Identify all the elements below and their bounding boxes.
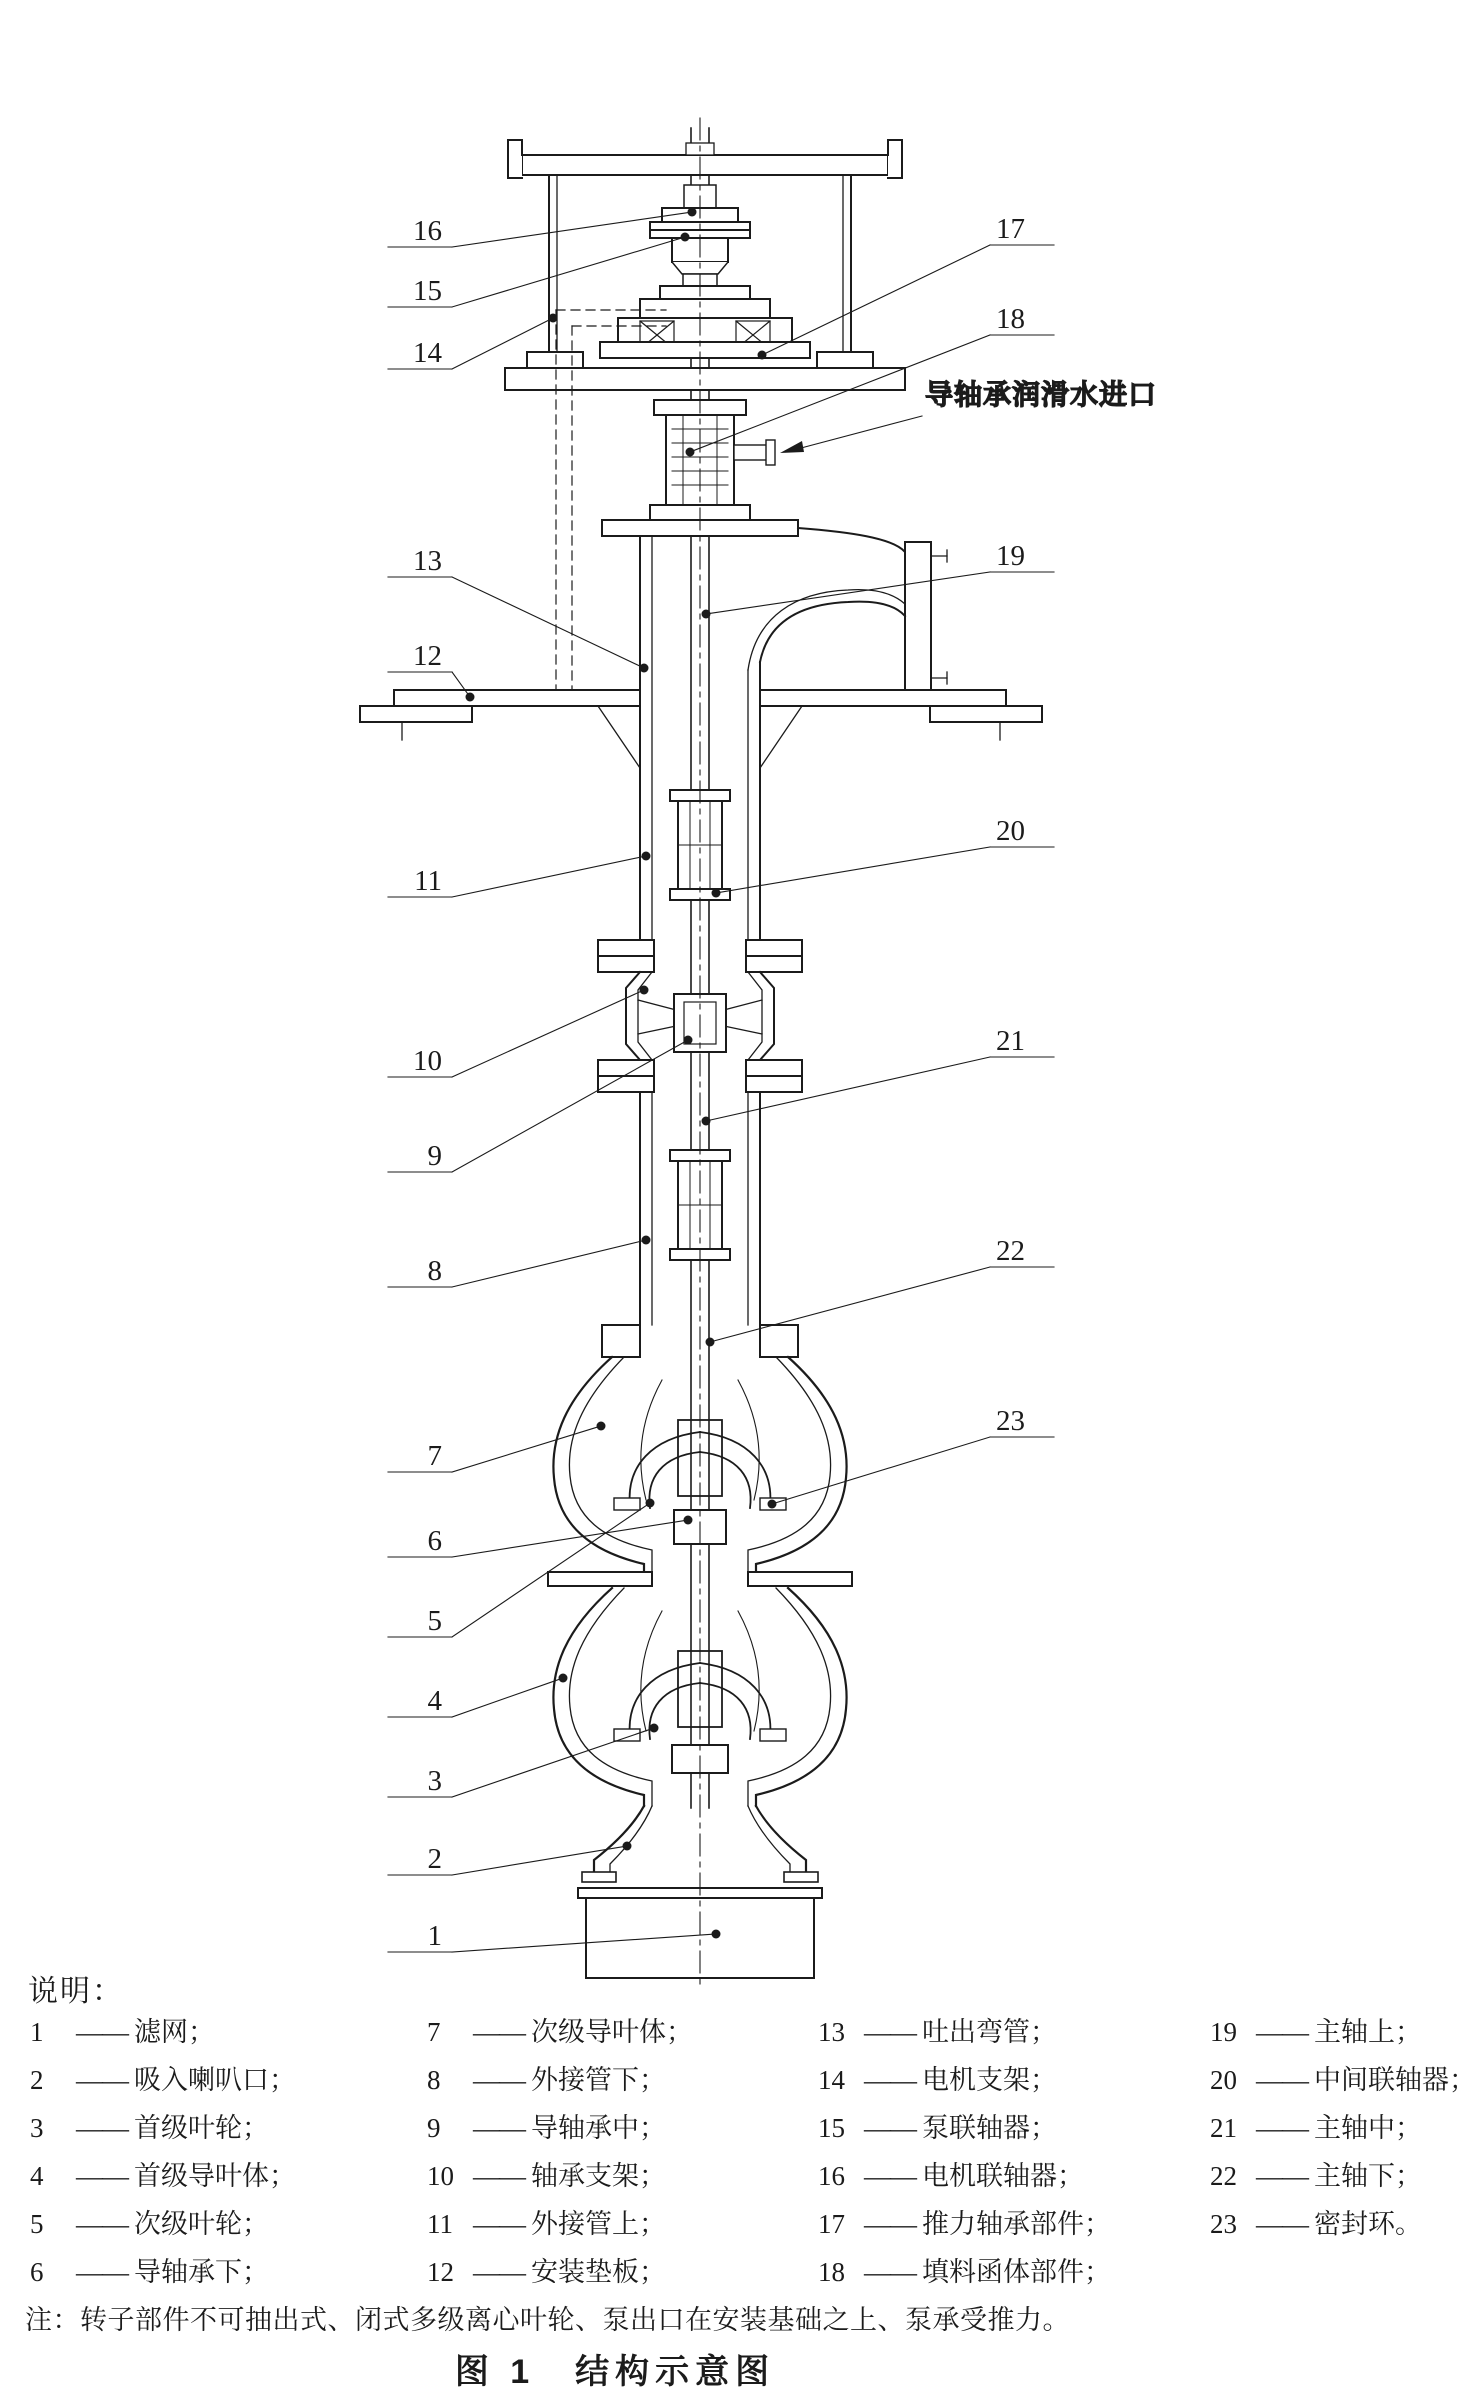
stuffing-box — [650, 400, 775, 520]
legend-label: 主轴中； — [1314, 2113, 1422, 2143]
svg-text:15: 15 — [413, 275, 442, 307]
figure-note: 注：转子部件不可抽出式、闭式多级离心叶轮、泵出口在安装基础之上、泵承受推力。 — [25, 2305, 1070, 2335]
legend-title: 说明： — [28, 1975, 124, 2008]
legend-item-20: 20 —— 中间联轴器； — [1210, 2056, 1476, 2104]
figure-caption: 图 1 结构示意图 — [454, 2353, 776, 2391]
legend-column-4 — [1210, 2008, 1476, 2248]
legend-label: 吐出弯管； — [922, 2017, 1057, 2047]
svg-text:5: 5 — [427, 1605, 442, 1637]
legend-label: 首级导叶体； — [134, 2161, 296, 2191]
legend-label: 次级导叶体； — [531, 2017, 693, 2047]
callout-11 — [388, 852, 651, 898]
legend-label: 次级叶轮； — [134, 2209, 269, 2239]
legend-label: 电机支架； — [922, 2065, 1057, 2095]
legend-item-8: 8 —— 外接管下； — [427, 2056, 693, 2104]
svg-text:20: 20 — [996, 815, 1025, 847]
legend-label: 主轴上； — [1314, 2017, 1422, 2047]
callout-5 — [388, 1499, 655, 1638]
callout-19 — [702, 540, 1055, 619]
svg-text:19: 19 — [996, 540, 1025, 572]
svg-text:3: 3 — [427, 1765, 442, 1797]
legend-label: 外接管上； — [531, 2209, 666, 2239]
svg-text:2: 2 — [427, 1843, 442, 1875]
callout-7 — [388, 1422, 606, 1473]
legend-label: 吸入喇叭口； — [134, 2065, 296, 2095]
legend-column-1 — [30, 2008, 296, 2296]
svg-text:21: 21 — [996, 1025, 1025, 1057]
svg-text:7: 7 — [427, 1440, 442, 1472]
legend-label: 密封环。 — [1314, 2209, 1422, 2239]
legend-label: 中间联轴器； — [1314, 2065, 1476, 2095]
annotation-arrowhead — [780, 441, 804, 453]
legend-item-21: 21 —— 主轴中； — [1210, 2104, 1476, 2152]
svg-text:22: 22 — [996, 1235, 1025, 1267]
svg-text:11: 11 — [414, 865, 442, 897]
legend-label: 首级叶轮； — [134, 2113, 269, 2143]
svg-text:9: 9 — [427, 1140, 442, 1172]
legend-item-18: 18 —— 填料函体部件； — [818, 2248, 1111, 2296]
callout-20 — [712, 815, 1055, 898]
svg-text:12: 12 — [413, 640, 442, 672]
svg-text:16: 16 — [413, 215, 442, 247]
callout-23 — [768, 1405, 1055, 1509]
legend-column-3 — [818, 2008, 1111, 2296]
svg-text:6: 6 — [427, 1525, 442, 1557]
legend-item-17: 17 —— 推力轴承部件； — [818, 2200, 1111, 2248]
legend-label: 轴承支架； — [531, 2161, 666, 2191]
legend-label: 推力轴承部件； — [922, 2209, 1111, 2239]
legend-label: 电机联轴器； — [922, 2161, 1084, 2191]
legend-item-13: 13 —— 吐出弯管； — [818, 2008, 1111, 2056]
thrust-bearing-assembly — [600, 274, 810, 358]
legend-label: 滤网； — [134, 2017, 215, 2047]
legend-item-6: 6 —— 导轴承下； — [30, 2248, 296, 2296]
svg-text:1: 1 — [427, 1920, 442, 1952]
legend-label: 导轴承中； — [531, 2113, 666, 2143]
mounting-plate — [360, 690, 1042, 768]
legend-label: 泵联轴器； — [922, 2113, 1057, 2143]
svg-text:17: 17 — [996, 213, 1025, 245]
legend-column-2 — [427, 2008, 693, 2296]
legend-item-14: 14 —— 电机支架； — [818, 2056, 1111, 2104]
callout-4 — [388, 1674, 568, 1718]
legend-item-12: 12 —— 安装垫板； — [427, 2248, 693, 2296]
svg-text:10: 10 — [413, 1045, 442, 1077]
callout-22 — [706, 1235, 1055, 1347]
legend-label: 外接管下； — [531, 2065, 666, 2095]
legend-item-7: 7 —— 次级导叶体； — [427, 2008, 693, 2056]
svg-text:13: 13 — [413, 545, 442, 577]
callout-17 — [758, 213, 1055, 360]
annotation-label: 导轴承润滑水进口 — [925, 380, 1158, 411]
legend-item-4: 4 —— 首级导叶体； — [30, 2152, 296, 2200]
intermediate-coupling-upper — [670, 790, 730, 900]
legend-item-11: 11 —— 外接管上； — [427, 2200, 693, 2248]
legend-item-19: 19 —— 主轴上； — [1210, 2008, 1476, 2056]
legend-item-2: 2 —— 吸入喇叭口； — [30, 2056, 296, 2104]
svg-text:14: 14 — [413, 337, 442, 369]
svg-text:23: 23 — [996, 1405, 1025, 1437]
legend-label: 安装垫板； — [531, 2257, 666, 2287]
legend-item-22: 22 —— 主轴下； — [1210, 2152, 1476, 2200]
legend-label: 填料函体部件； — [922, 2257, 1111, 2287]
legend-item-5: 5 —— 次级叶轮； — [30, 2200, 296, 2248]
legend-item-3: 3 —— 首级叶轮； — [30, 2104, 296, 2152]
callout-8 — [388, 1236, 651, 1288]
legend-item-16: 16 —— 电机联轴器； — [818, 2152, 1111, 2200]
callout-1 — [388, 1920, 721, 1952]
legend-item-10: 10 —— 轴承支架； — [427, 2152, 693, 2200]
discharge-elbow — [602, 520, 947, 692]
legend-label: 主轴下； — [1314, 2161, 1422, 2191]
legend-item-9: 9 —— 导轴承中； — [427, 2104, 693, 2152]
svg-text:8: 8 — [427, 1255, 442, 1287]
svg-text:4: 4 — [427, 1685, 442, 1717]
legend-item-23: 23 —— 密封环。 — [1210, 2200, 1476, 2248]
callout-6 — [388, 1516, 693, 1558]
legend-item-1: 1 —— 滤网； — [30, 2008, 296, 2056]
legend-item-15: 15 —— 泵联轴器； — [818, 2104, 1111, 2152]
svg-text:18: 18 — [996, 303, 1025, 335]
legend-label: 导轴承下； — [134, 2257, 269, 2287]
